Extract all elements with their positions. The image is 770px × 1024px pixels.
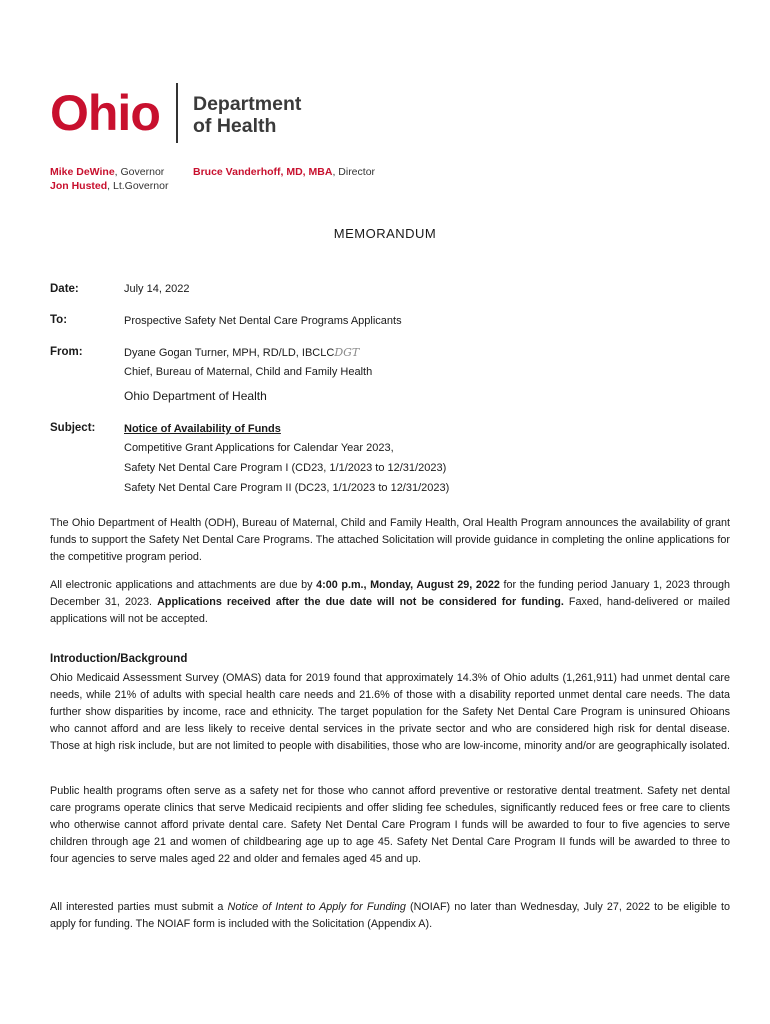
from-label: From: [50, 346, 83, 358]
memo-title: MEMORANDUM [333, 226, 437, 241]
governor-name: Mike DeWine [50, 166, 115, 178]
paragraph-background: Ohio Medicaid Assessment Survey (OMAS) data for 2019 found that approximately 14.3% of Ohio adults (1,261,911) had unmet dental care needs, while 21% of adults with special health care needs and 21.6% of those with a disability reported unmet dental care needs. The data further show disparities by income, race and ethnicity. The target population for the Safety Net Dental Care Program is uninsured Ohioans who cannot afford and are less likely to receive dental services in the private sector and who are considered high risk for dental disease. Those at high risk include, but are not limited to people with disabilities, those who are low-income, minority and/or are geographically isolated. [50, 672, 730, 752]
lt-governor-name: Jon Husted [50, 180, 108, 192]
to-label: To: [50, 314, 68, 326]
from-line3: Ohio Department of Health [124, 389, 267, 403]
deadline-text-a: All electronic applications and attachments are due by [50, 579, 317, 591]
paragraph-announcement: The Ohio Department of Health (ODH), Bureau of Maternal, Child and Family Health, Oral Health Program announces the availability of grant funds to support the Safety Net Dental Care Programs. The attached Solicitation will provide guidance in completing the online applications for the competitive program period. [50, 517, 730, 563]
director-title: , Director [332, 166, 376, 178]
date-value: July 14, 2022 [124, 283, 190, 295]
deadline-text-c: for the funding period January 1, 2023 through December 31, 2023. [50, 579, 730, 608]
section-heading: Introduction/Background [50, 653, 188, 665]
paragraph-noiaf [50, 899, 730, 933]
subject-label: Subject: [50, 422, 96, 434]
ohio-logo: Ohio [50, 85, 160, 141]
department-line1: Department [193, 93, 302, 115]
noiaf-text-c: (NOIAF) no later than Wednesday, July 27, 2022 to be eligible to apply for funding. The NOIAF form is included with the Solicitation (Appendix A). [50, 901, 730, 930]
to-value: Prospective Safety Net Dental Care Programs Applicants [124, 315, 402, 327]
subject-line2: Competitive Grant Applications for Calendar Year 2023, [124, 442, 394, 454]
director-name: Bruce Vanderhoff, MD, MBA [193, 166, 333, 178]
subject-line3: Safety Net Dental Care Program I (CD23, 1/1/2023 to 12/31/2023) [124, 462, 447, 474]
deadline-text-e: Faxed, hand-delivered or mailed applications will not be accepted. [50, 596, 730, 625]
from-line2: Chief, Bureau of Maternal, Child and Family Health [124, 366, 373, 378]
lt-governor-title: , Lt.Governor [107, 180, 169, 192]
deadline-time: 4:00 p.m., Monday, August 29, 2022 [316, 579, 500, 591]
paragraph-safety-net: Public health programs often serve as a safety net for those who cannot afford preventive or restorative dental treatment. Safety net dental care programs operate clinics that serve Medicaid recipients and offer sliding fee schedules, significantly reduced fees or free care to clients who otherwise cannot afford private dental care. Safety Net Dental Care Program I funds will be awarded to four to five agencies to serve children through age 21 and women of childbearing age up to age 45. Safety Net Dental Care Program II funds will be awarded to three to four agencies to serve males aged 22 and older and females aged 45 and up. [50, 785, 730, 865]
department-line2: of Health [193, 115, 277, 137]
department-name [193, 93, 301, 137]
noiaf-title: Notice of Intent to Apply for Funding [227, 901, 406, 913]
subject-line4: Safety Net Dental Care Program II (DC23, 1/1/2023 to 12/31/2023) [124, 482, 450, 494]
from-name: Dyane Gogan Turner, MPH, RD/LD, IBCLC [124, 347, 335, 359]
date-label: Date: [50, 283, 79, 295]
deadline-warning: Applications received after the due date will not be considered for funding. [157, 596, 564, 608]
governor-block [50, 165, 168, 193]
logo-divider [176, 83, 178, 143]
governor-title: , Governor [114, 166, 165, 178]
director-block [193, 165, 375, 179]
subject-line1: Notice of Availability of Funds [124, 423, 281, 435]
from-line1 [124, 346, 359, 359]
noiaf-text-a: All interested parties must submit a [50, 901, 228, 913]
signature-initials: DGT [334, 346, 360, 359]
paragraph-deadline [50, 577, 730, 628]
